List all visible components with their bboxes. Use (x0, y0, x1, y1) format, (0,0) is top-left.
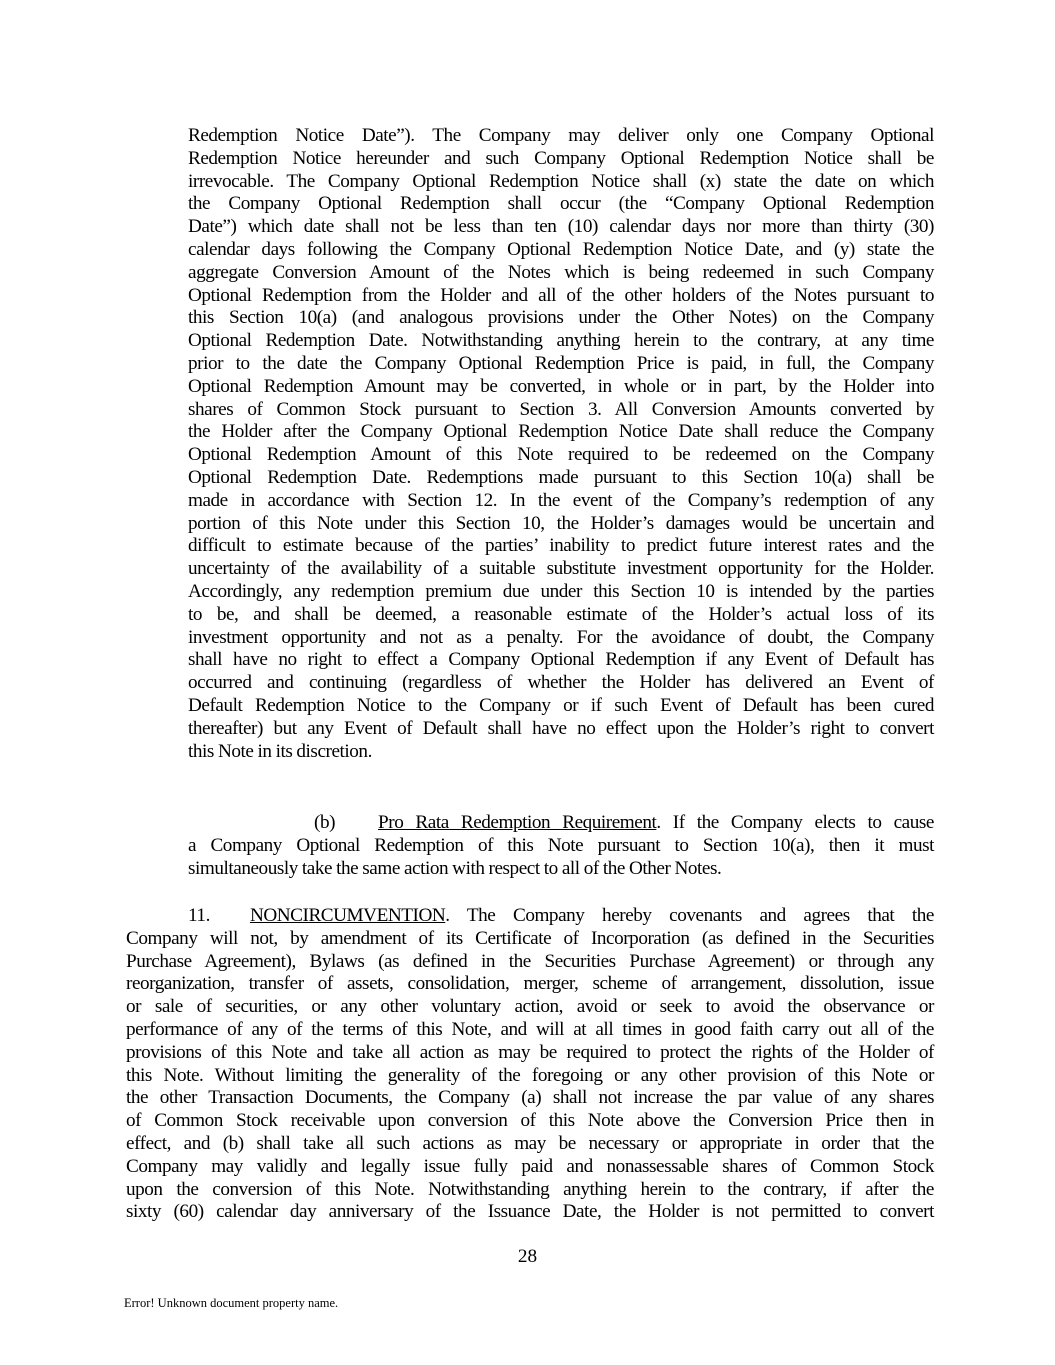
paragraph-line: this Section 10(a) (and analogous provisions under the Other Notes) on the Company (188, 307, 934, 329)
paragraph-line: the Holder after the Company Optional Redemption Notice Date shall reduce the Company (188, 421, 934, 443)
section-first-line-text: . The Company hereby covenants and agrees that the (445, 905, 934, 926)
paragraph-line: Company will not, by amendment of its Certificate of Incorporation (as defined in the Securities (126, 927, 934, 949)
paragraph-line: shares of Common Stock pursuant to Section 3. All Conversion Amounts converted by (188, 398, 934, 420)
paragraph-line: shall have no right to effect a Company Optional Redemption if any Event of Default has (188, 649, 934, 671)
paragraph-line: Optional Redemption Amount may be converted, in whole or in part, by the Holder into (188, 375, 934, 397)
paragraph-line: Redemption Notice hereunder and such Company Optional Redemption Notice shall be (188, 147, 934, 169)
paragraph-line: simultaneously take the same action with respect to all of the Other Notes. (188, 857, 722, 879)
section-11-first-line (126, 905, 934, 928)
paragraph-line: Purchase Agreement), Bylaws (as defined in the Securities Purchase Agreement) or through any (126, 950, 934, 972)
paragraph-line: Optional Redemption Date. Notwithstanding anything herein to the contrary, at any time (188, 330, 934, 352)
page-number: 28 (517, 1246, 538, 1267)
paragraph-line: provisions of this Note and take all action as may be required to protect the rights of the Holder of (126, 1041, 934, 1063)
footer-error-text: Error! Unknown document property name. (124, 1296, 339, 1310)
section-number: 11. (188, 905, 210, 926)
paragraph-line: made in accordance with Section 12. In the event of the Company’s redemption of any (188, 489, 934, 511)
paragraph-line: effect, and (b) shall take all such actions as may be necessary or appropriate in order that the (126, 1132, 934, 1154)
paragraph-line: thereafter) but any Event of Default shall have no effect upon the Holder’s right to convert (188, 717, 934, 739)
paragraph-line: Accordingly, any redemption premium due under this Section 10 is intended by the parties (188, 580, 934, 602)
paragraph-line: uncertainty of the availability of a suitable substitute investment opportunity for the Holder. (188, 558, 934, 580)
paragraph-line: Default Redemption Notice to the Company or if such Event of Default has been cured (188, 694, 934, 716)
paragraph-line: the Company Optional Redemption shall occur (the “Company Optional Redemption (188, 193, 934, 215)
paragraph-10b-first-line (188, 812, 934, 835)
paragraph-line: reorganization, transfer of assets, consolidation, merger, scheme of arrangement, dissolution, issue (126, 973, 934, 995)
paragraph-10b (188, 812, 934, 880)
paragraph-line: difficult to estimate because of the parties’ inability to predict future interest rates and the (188, 535, 934, 557)
paragraph-line: Company may validly and legally issue fully paid and nonassessable shares of Common Stock (126, 1155, 934, 1177)
paragraph-10a-continued (188, 125, 934, 763)
paragraph-line: Redemption Notice Date”). The Company may deliver only one Company Optional (188, 125, 934, 146)
paragraph-line: Optional Redemption Amount of this Note required to be redeemed on the Company (188, 444, 934, 466)
paragraph-line: portion of this Note under this Section 10, the Holder’s damages would be uncertain and (188, 512, 934, 534)
subsection-first-line-text: . If the Company elects to cause (656, 812, 934, 833)
paragraph-line: performance of any of the terms of this Note, and will at all times in good faith carry out all of the (126, 1018, 934, 1040)
paragraph-line: sixty (60) calendar day anniversary of the Issuance Date, the Holder is not permitted to convert (126, 1201, 934, 1223)
paragraph-line: irrevocable. The Company Optional Redemption Notice shall (x) state the date on which (188, 170, 934, 192)
paragraph-line: a Company Optional Redemption of this Note pursuant to Section 10(a), then it must (188, 834, 934, 856)
paragraph-line: the other Transaction Documents, the Company (a) shall not increase the par value of any shares (126, 1087, 934, 1109)
paragraph-line: Date”) which date shall not be less than ten (10) calendar days nor more than thirty (30) (188, 216, 934, 238)
paragraph-line: to be, and shall be deemed, a reasonable estimate of the Holder’s actual loss of its (188, 603, 934, 625)
subsection-heading: Pro Rata Redemption Requirement (378, 812, 657, 833)
paragraph-line: this Note in its discretion. (188, 740, 372, 762)
section-heading: NONCIRCUMVENTION (249, 905, 446, 926)
paragraph-line: or sale of securities, or any other voluntary action, avoid or seek to avoid the observance or (126, 996, 934, 1018)
paragraph-line: calendar days following the Company Optional Redemption Notice Date, and (y) state the (188, 238, 934, 260)
paragraph-line: Optional Redemption from the Holder and all of the other holders of the Notes pursuant to (188, 284, 934, 306)
paragraph-line: prior to the date the Company Optional Redemption Price is paid, in full, the Company (188, 352, 934, 374)
paragraph-line: Optional Redemption Date. Redemptions made pursuant to this Section 10(a) shall be (188, 466, 934, 488)
paragraph-line: this Note. Without limiting the generality of the foregoing or any other provision of this Note or (126, 1064, 934, 1086)
section-11-noncircumvention (126, 905, 934, 1224)
paragraph-line: investment opportunity and not as a penalty. For the avoidance of doubt, the Company (188, 626, 934, 648)
paragraph-line: of Common Stock receivable upon conversion of this Note above the Conversion Price then in (126, 1110, 934, 1132)
paragraph-line: occurred and continuing (regardless of whether the Holder has delivered an Event of (188, 672, 934, 694)
subsection-label: (b) (314, 812, 336, 833)
paragraph-line: aggregate Conversion Amount of the Notes which is being redeemed in such Company (188, 261, 934, 283)
paragraph-line: upon the conversion of this Note. Notwithstanding anything herein to the contrary, if after the (126, 1178, 934, 1200)
